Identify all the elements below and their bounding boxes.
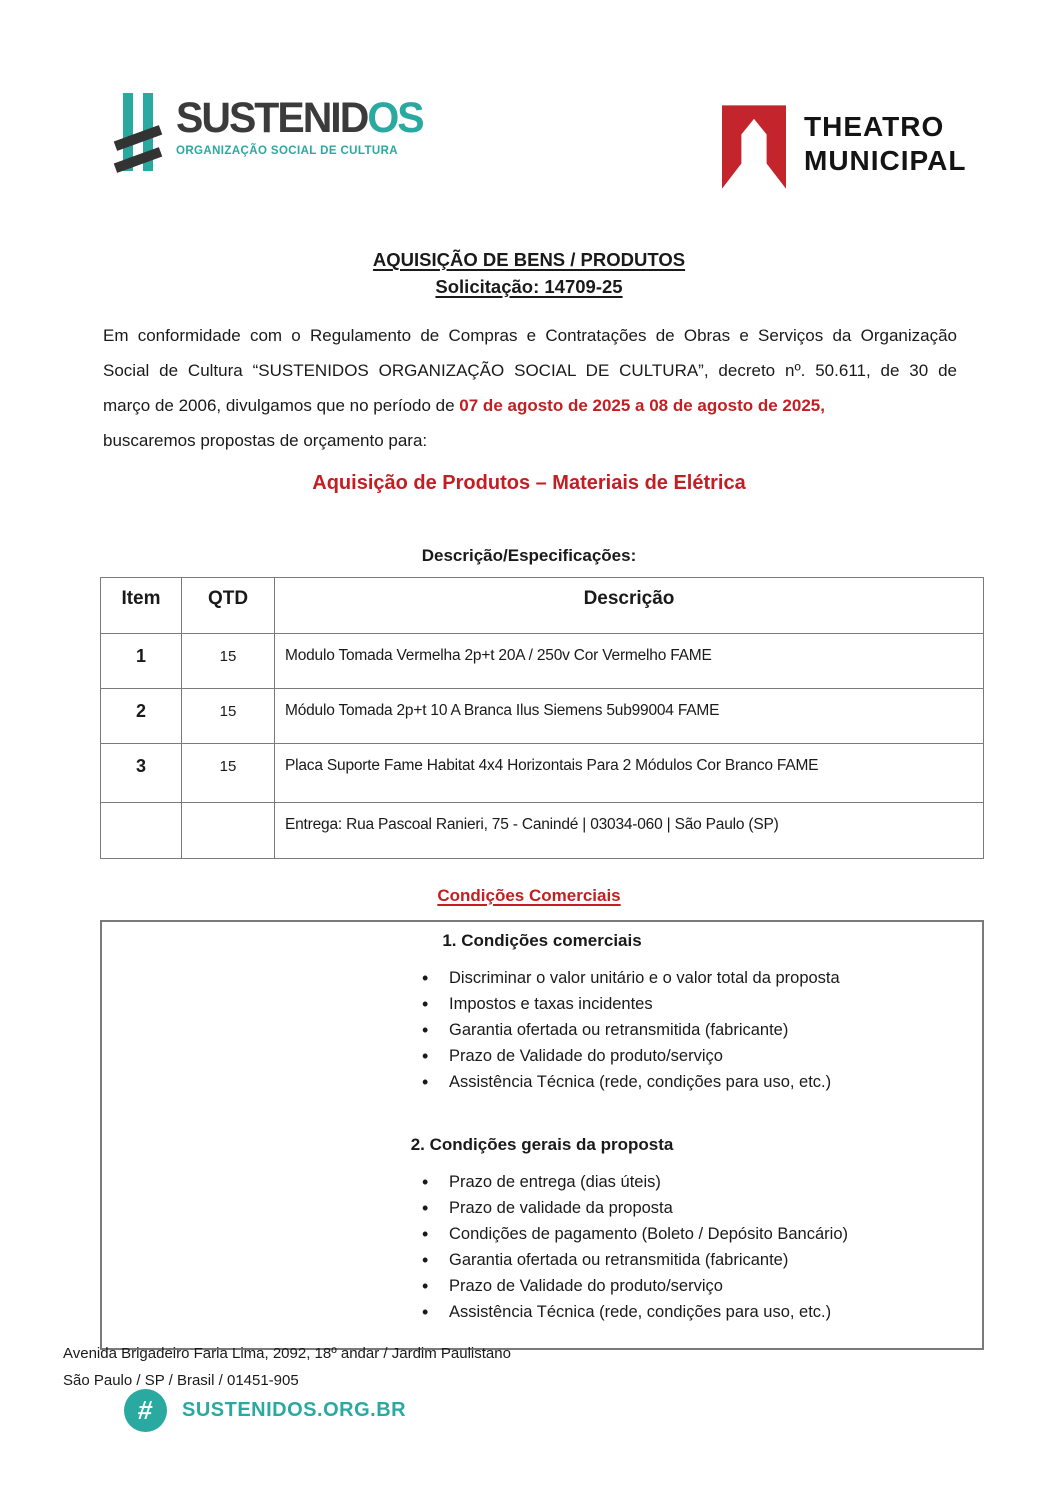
intro-line1: Em conformidade com o Regulamento de Compras e Contratações de Obras e Serviços da Organização xyxy=(103,326,957,345)
intro-paragraph xyxy=(103,318,957,458)
footer-address-line1: Avenida Brigadeiro Faria Lima, 2092, 18º andar / Jardim Paulistano xyxy=(63,1345,511,1362)
intro-line2: Social de Cultura “SUSTENIDOS ORGANIZAÇÃO SOCIAL DE CULTURA”, decreto nº. 50.611, de 30 de xyxy=(103,361,957,380)
bullet-item: • Prazo de Validade do produto/serviço xyxy=(449,1043,982,1069)
hash-circle-icon xyxy=(124,1389,167,1432)
bullet-item: • Discriminar o valor unitário e o valor total da proposta xyxy=(449,965,982,991)
header-descricao: Descrição xyxy=(275,578,984,634)
bullet-item: • Garantia ofertada ou retransmitida (fabricante) xyxy=(449,1017,982,1043)
header-item: Item xyxy=(101,578,182,634)
section2-bullet-list xyxy=(449,1169,982,1325)
header-qtd: QTD xyxy=(182,578,275,634)
theatro-line1: THEATRO xyxy=(804,111,945,142)
section2-title: 2. Condições gerais da proposta xyxy=(410,1135,674,1154)
sustenidos-wordmark xyxy=(176,93,423,141)
bullet-item: • Impostos e taxas incidentes xyxy=(449,991,982,1017)
table-row xyxy=(101,634,984,689)
hash-glyph: # xyxy=(136,1395,155,1425)
theatro-municipal-logo xyxy=(722,104,966,192)
highlight-dates: 07 de agosto de 2025 a 08 de agosto de 2025, xyxy=(459,396,825,415)
bullet-item: • Prazo de validade da proposta xyxy=(449,1195,982,1221)
sustenidos-name-teal: OS xyxy=(367,93,423,142)
sustenidos-name-dark: SUSTENID xyxy=(176,93,368,142)
bullet-item: • Garantia ofertada ou retransmitida (fabricante) xyxy=(449,1247,982,1273)
delivery-row xyxy=(101,803,984,859)
intro-line3 xyxy=(103,388,957,423)
conditions-heading: Condições Comerciais xyxy=(437,886,621,905)
sustenidos-tagline: ORGANIZAÇÃO SOCIAL DE CULTURA xyxy=(176,145,399,157)
table-row xyxy=(101,689,984,744)
intro-line3-prefix: março de 2006, divulgamos que no período de xyxy=(103,396,460,415)
item-description: Modulo Tomada Vermelha 2p+t 20A / 250v Cor Vermelho FAME xyxy=(275,634,984,689)
section1-bullet-list xyxy=(449,965,982,1095)
bullet-item: • Assistência Técnica (rede, condições para uso, etc.) xyxy=(449,1299,982,1325)
subject-heading: Aquisição de Produtos – Materiais de Elétrica xyxy=(312,472,746,494)
theatro-wordmark xyxy=(804,110,966,178)
bullet-item: • Condições de pagamento (Boleto / Depósito Bancário) xyxy=(449,1221,982,1247)
item-description: Placa Suporte Fame Habitat 4x4 Horizontais Para 2 Módulos Cor Branco FAME xyxy=(275,744,984,803)
empty-cell xyxy=(101,803,182,859)
item-description: Módulo Tomada 2p+t 10 A Branca Ilus Siemens 5ub99004 FAME xyxy=(275,689,984,744)
website-url: SUSTENIDOS.ORG.BR xyxy=(182,1399,407,1421)
bullet-item: • Prazo de Validade do produto/serviço xyxy=(449,1273,982,1299)
footer-address-line2: São Paulo / SP / Brasil / 01451-905 xyxy=(63,1372,299,1389)
section1-title: 1. Condições comerciais xyxy=(442,931,642,950)
delivery-address: Entrega: Rua Pascoal Ranieri, 75 - Canindé | 03034-060 | São Paulo (SP) xyxy=(275,803,984,859)
intro-line4: buscaremos propostas de orçamento para: xyxy=(103,431,428,450)
conditions-box xyxy=(100,920,984,1350)
theatro-arch-icon xyxy=(722,104,786,192)
solicitation-number: Solicitação: 14709-25 xyxy=(435,276,623,297)
hash-icon xyxy=(114,93,166,173)
items-table xyxy=(100,577,984,859)
sustenidos-logo xyxy=(114,93,423,173)
item-qty: 15 xyxy=(182,689,275,744)
item-number: 1 xyxy=(101,634,182,689)
item-qty: 15 xyxy=(182,634,275,689)
table-header-row xyxy=(101,578,984,634)
theatro-line2: MUNICIPAL xyxy=(804,145,967,176)
sustenidos-site-logo xyxy=(124,1389,406,1432)
bullet-item: • Prazo de entrega (dias úteis) xyxy=(449,1169,982,1195)
item-qty: 15 xyxy=(182,744,275,803)
item-number: 3 xyxy=(101,744,182,803)
table-row xyxy=(101,744,984,803)
doc-title xyxy=(0,246,1058,300)
footer-address xyxy=(63,1340,511,1394)
item-number: 2 xyxy=(101,689,182,744)
spec-heading: Descrição/Especificações: xyxy=(421,546,637,565)
doc-title-line1: AQUISIÇÃO DE BENS / PRODUTOS xyxy=(372,249,686,270)
empty-cell xyxy=(182,803,275,859)
bullet-item: • Assistência Técnica (rede, condições para uso, etc.) xyxy=(449,1069,982,1095)
